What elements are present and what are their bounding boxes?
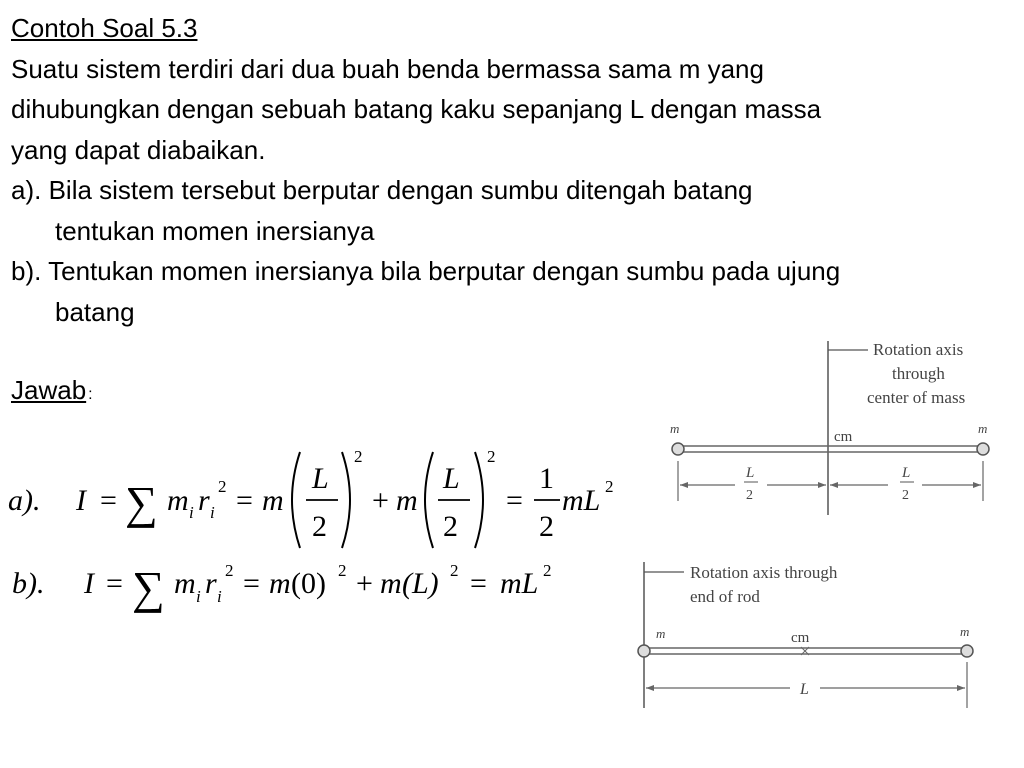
half-right-num: L xyxy=(902,465,911,481)
arrow-right-outer xyxy=(973,482,981,488)
figure-center-axis xyxy=(660,335,1010,520)
eq-a-sum: ∑ xyxy=(125,477,158,528)
end-length-label: L xyxy=(800,681,809,698)
eq-b-m-i: m xyxy=(174,567,196,600)
cm-label: cm xyxy=(834,429,853,445)
eq-a-sub-i-1: i xyxy=(189,503,194,522)
eq-b-m-2: m xyxy=(380,567,402,600)
eq-b-equals-3: = xyxy=(470,567,487,600)
axis-label-line-2: through xyxy=(892,364,945,383)
mass-left xyxy=(672,443,684,455)
eq-a-r-i: r xyxy=(198,484,210,517)
answer-heading xyxy=(11,375,93,406)
eq-a-frac3-den: 2 xyxy=(539,510,554,543)
part-b-line-1 xyxy=(11,251,1016,292)
eq-a-sub-i-2: i xyxy=(210,503,215,522)
eq-b-sum: ∑ xyxy=(132,562,165,613)
eq-a-sup-2-2: 2 xyxy=(354,447,363,466)
eq-b-equals-1: = xyxy=(106,567,123,600)
eq-a-frac2-num: L xyxy=(443,462,460,495)
eq-b-sub-i-2: i xyxy=(217,587,222,606)
arrow-left-outer xyxy=(680,482,688,488)
eq-b-term1: (0) xyxy=(291,567,326,600)
equation-b xyxy=(0,548,600,618)
part-a-text-1: Bila sistem tersebut berputar dengan sumbu ditengah batang xyxy=(48,175,753,205)
eq-b-label: b). xyxy=(12,567,45,600)
eq-a-sup-2-1: 2 xyxy=(218,477,227,496)
eq-a-paren-l-2 xyxy=(425,452,433,548)
end-axis-label-line-1: Rotation axis through xyxy=(690,563,838,582)
eq-b-sup-2-1: 2 xyxy=(225,561,234,580)
end-arrow-right xyxy=(957,685,965,691)
eq-a-sup-2-4: 2 xyxy=(605,477,614,496)
eq-a-frac3-num: 1 xyxy=(539,462,554,495)
part-a-label: a). xyxy=(11,175,42,205)
eq-a-paren-r-1 xyxy=(342,452,350,548)
answer-label: Jawab xyxy=(11,375,87,405)
statement-line-1: Suatu sistem terdiri dari dua buah benda bermassa sama m yang xyxy=(11,53,764,84)
mass-right xyxy=(977,443,989,455)
eq-b-m-1: m xyxy=(269,567,291,600)
axis-label-line-3: center of mass xyxy=(867,388,966,407)
problem-title: Contoh Soal 5.3 xyxy=(11,13,198,43)
eq-b-plus: + xyxy=(356,567,373,600)
eq-a-equals-2: = xyxy=(236,484,253,517)
statement-line-2: dihubungkan dengan sebuah batang kaku sepanjang L dengan massa xyxy=(11,94,822,124)
part-b-label: b). xyxy=(11,256,42,286)
equation-a xyxy=(0,440,640,550)
mass-right-label: m xyxy=(978,421,988,436)
eq-a-equals-3: = xyxy=(506,484,523,517)
end-mass-right-label: m xyxy=(960,624,970,639)
end-axis-label-line-2: end of rod xyxy=(690,587,760,606)
eq-a-I: I xyxy=(76,484,86,517)
part-a-line-2: tentukan momen inersianya xyxy=(55,215,375,246)
part-a-line-1 xyxy=(11,170,1016,211)
end-cm-label: cm xyxy=(791,630,810,646)
end-mass-left xyxy=(638,645,650,657)
end-arrow-left xyxy=(646,685,654,691)
eq-b-sub-i-1: i xyxy=(196,587,201,606)
mass-left-label: m xyxy=(670,421,680,436)
eq-b-r-i: r xyxy=(205,567,217,600)
eq-a-label: a). xyxy=(8,484,41,517)
eq-a-m-2: m xyxy=(396,484,418,517)
arrow-left-inner xyxy=(818,482,826,488)
half-left-num: L xyxy=(746,465,755,481)
problem-text xyxy=(11,8,1016,332)
end-mass-left-label: m xyxy=(656,626,666,641)
part-b-line-2: batang xyxy=(55,296,135,327)
eq-b-result: mL xyxy=(500,567,539,600)
answer-colon: : xyxy=(88,386,93,403)
eq-a-sup-2-3: 2 xyxy=(487,447,496,466)
eq-a-equals-1: = xyxy=(100,484,117,517)
end-mass-right xyxy=(961,645,973,657)
eq-a-frac1-den: 2 xyxy=(312,510,327,543)
half-right-den: 2 xyxy=(902,488,909,503)
part-b-text-1: Tentukan momen inersianya bila berputar dengan sumbu pada ujung xyxy=(48,256,841,286)
eq-b-term2: (L) xyxy=(402,567,439,600)
eq-a-plus: + xyxy=(372,484,389,517)
eq-a-m-i: m xyxy=(167,484,189,517)
eq-a-m-1: m xyxy=(262,484,284,517)
eq-b-sup-2-3: 2 xyxy=(450,561,459,580)
half-left-den: 2 xyxy=(746,488,753,503)
eq-b-sup-2-2: 2 xyxy=(338,561,347,580)
eq-a-paren-l-1 xyxy=(292,452,300,548)
figure-end-axis xyxy=(630,556,990,716)
eq-a-frac1-num: L xyxy=(312,462,329,495)
axis-label-line-1: Rotation axis xyxy=(873,340,964,359)
eq-b-I: I xyxy=(84,567,94,600)
eq-a-result: mL xyxy=(562,484,601,517)
eq-a-frac2-den: 2 xyxy=(443,510,458,543)
eq-a-paren-r-2 xyxy=(475,452,483,548)
eq-b-sup-2-4: 2 xyxy=(543,561,552,580)
statement-line-3: yang dapat diabaikan. xyxy=(11,134,266,165)
arrow-right-inner xyxy=(830,482,838,488)
eq-b-equals-2: = xyxy=(243,567,260,600)
